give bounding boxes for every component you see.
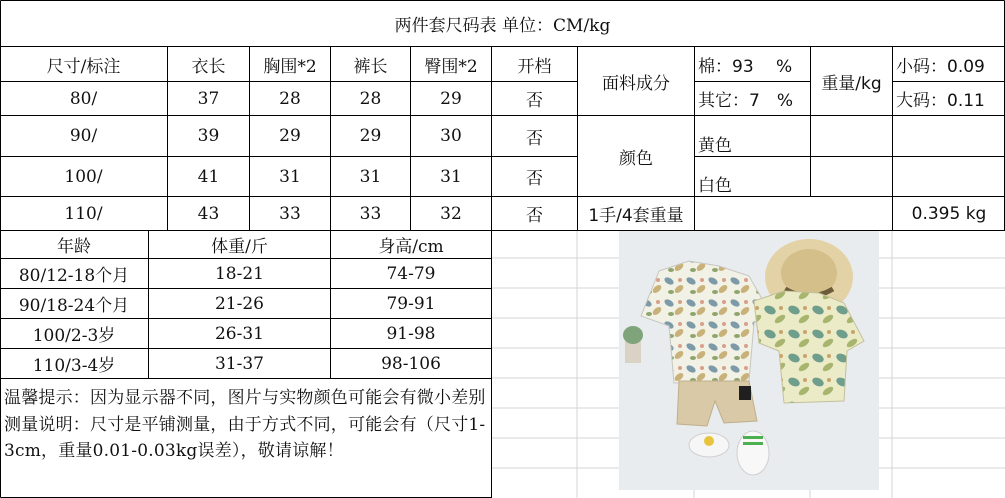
fabric-other: 其它：7 % [698, 91, 793, 111]
size-row-90-pants: 29 [359, 126, 382, 146]
size-row-90-crotch: 否 [526, 128, 543, 149]
size-row-80-size: 80/ [69, 88, 98, 109]
pack-weight-value: 0.395 kg [911, 203, 987, 224]
size-row-110-size: 110/ [64, 203, 103, 224]
size-row-80-pants: 28 [359, 88, 382, 109]
size-row-110-hip: 32 [440, 203, 462, 224]
header-length: 衣长 [191, 56, 226, 77]
size-row-90-size: 90/ [69, 126, 98, 146]
age-row-1-height: 74-79 [386, 263, 436, 284]
fabric-label: 面料成分 [602, 73, 670, 94]
header-pants-length: 裤长 [353, 56, 388, 77]
size-row-80-chest: 28 [279, 88, 301, 109]
weight-large: 大码：0.11 [896, 91, 985, 111]
age-header-height: 身高/cm [378, 237, 444, 257]
size-row-110-crotch: 否 [526, 206, 543, 226]
fabric-cotton: 棉：93 % [698, 56, 793, 77]
size-row-90-length: 39 [197, 126, 220, 146]
age-row-3-weight: 26-31 [214, 323, 264, 344]
size-row-100-length: 41 [197, 166, 220, 187]
product-photo [619, 231, 879, 490]
age-row-4-age: 110/3-4岁 [32, 356, 116, 376]
size-row-80-crotch: 否 [526, 91, 543, 111]
size-row-90-chest: 29 [279, 126, 301, 146]
size-row-100-hip: 31 [440, 166, 462, 187]
size-row-100-crotch: 否 [526, 169, 543, 189]
size-row-100-chest: 31 [279, 166, 301, 187]
age-row-4-weight: 31-37 [214, 353, 264, 374]
header-hip: 臀围*2 [424, 56, 478, 77]
size-row-80-length: 37 [197, 88, 220, 109]
size-row-80-hip: 29 [440, 88, 462, 109]
weight-label: 重量/kg [821, 73, 882, 94]
warm-tip-note: 温馨提示：因为显示器不同，图片与实物颜色可能会有微小差别 测量说明：尺寸是平铺测量，由于方式不同，可能会有（尺寸1-3cm，重量0.01-0.03kg误差），敬请谅解！ [4, 388, 486, 461]
size-row-90-hip: 30 [440, 126, 462, 146]
header-size: 尺寸/标注 [46, 56, 121, 77]
age-row-3-age: 100/2-3岁 [32, 326, 116, 346]
age-row-3-height: 91-98 [386, 323, 436, 344]
weight-small: 小码：0.09 [896, 56, 985, 77]
pack-weight-label: 1手/4套重量 [588, 206, 684, 226]
age-header-weight: 体重/斤 [211, 237, 268, 257]
size-row-100-pants: 31 [359, 166, 382, 187]
size-row-110-pants: 33 [359, 203, 382, 224]
age-header-age: 年龄 [57, 237, 91, 257]
header-chest: 胸围*2 [263, 56, 317, 77]
age-row-1-weight: 18-21 [214, 263, 264, 284]
age-row-1-age: 80/12-18个月 [18, 266, 130, 286]
color-white: 白色 [698, 175, 732, 196]
chart-title: 两件套尺码表 单位：CM/kg [394, 16, 611, 36]
age-row-2-age: 90/18-24个月 [18, 296, 130, 316]
color-label: 颜色 [619, 148, 653, 169]
size-row-110-length: 43 [197, 203, 220, 224]
color-yellow: 黄色 [698, 135, 732, 156]
size-row-110-chest: 33 [279, 203, 301, 224]
size-row-100-size: 100/ [64, 166, 103, 187]
age-row-2-height: 79-91 [386, 293, 436, 314]
header-crotch: 开档 [517, 56, 552, 77]
age-row-4-height: 98-106 [381, 353, 441, 374]
age-row-2-weight: 21-26 [214, 293, 264, 314]
